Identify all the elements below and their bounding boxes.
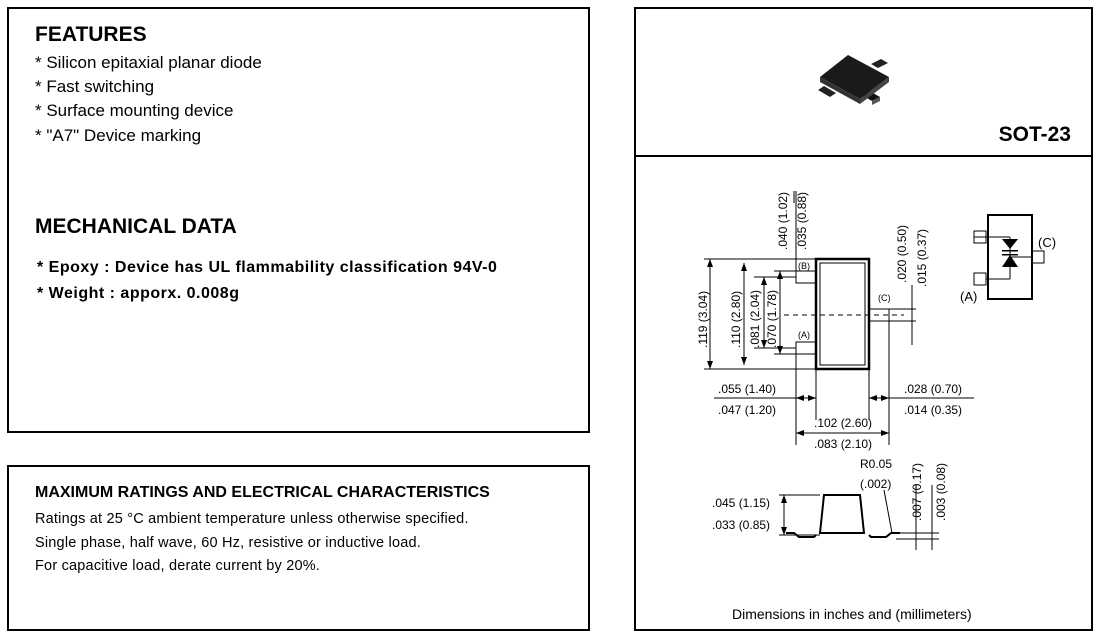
dim-015: .015 (0.37) bbox=[915, 228, 929, 287]
feature-item-3: * Surface mounting device bbox=[35, 101, 234, 120]
dimension-panel bbox=[634, 155, 1093, 631]
dim-055: .055 (1.40) bbox=[718, 382, 777, 396]
dim-020: .020 (0.50) bbox=[895, 224, 909, 283]
dimension-caption: Dimensions in inches and (millimeters) bbox=[732, 606, 972, 622]
ratings-line-3: For capacitive load, derate current by 20%. bbox=[35, 558, 321, 574]
dimension-drawing bbox=[634, 155, 1093, 631]
dim-r005: R0.05 bbox=[860, 457, 893, 471]
dim-035: .035 (0.88) bbox=[795, 191, 809, 250]
ratings-line-2: Single phase, half wave, 60 Hz, resistive or inductive load. bbox=[35, 535, 421, 551]
dim-028: .028 (0.70) bbox=[904, 382, 963, 396]
mechanical-item-2: * Weight : apporx. 0.008g bbox=[37, 285, 240, 302]
ratings-panel bbox=[7, 465, 590, 631]
ratings-heading: MAXIMUM RATINGS AND ELECTRICAL CHARACTERISTICS bbox=[35, 484, 490, 501]
dim-045: .045 (1.15) bbox=[712, 496, 771, 510]
pin-b-label: (B) bbox=[798, 261, 810, 271]
features-panel bbox=[7, 7, 590, 433]
dim-007: .007 (0.17) bbox=[910, 462, 924, 521]
dim-047: .047 (1.20) bbox=[718, 403, 777, 417]
mechanical-heading: MECHANICAL DATA bbox=[35, 215, 237, 238]
dim-002: (.002) bbox=[860, 477, 892, 491]
dim-040: .040 (1.02) bbox=[776, 191, 790, 250]
dim-033: .033 (0.85) bbox=[712, 518, 771, 532]
pin-a-label: (A) bbox=[798, 330, 810, 340]
dim-003: .003 (0.08) bbox=[934, 462, 948, 521]
ratings-line-1: Ratings at 25 °C ambient temperature unless otherwise specified. bbox=[35, 511, 469, 527]
pin-c-label: (C) bbox=[878, 293, 891, 303]
dim-014: .014 (0.35) bbox=[904, 403, 963, 417]
schematic-c-label: (C) bbox=[1038, 235, 1057, 250]
features-heading: FEATURES bbox=[35, 23, 147, 46]
dim-102: .102 (2.60) bbox=[814, 416, 873, 430]
feature-item-1: * Silicon epitaxial planar diode bbox=[35, 53, 262, 72]
dim-110: .110 (2.80) bbox=[729, 290, 743, 348]
schematic-a-label: (A) bbox=[960, 289, 978, 304]
mechanical-item-1: * Epoxy : Device has UL flammability classification 94V-0 bbox=[37, 259, 498, 276]
dim-070: .070 (1.78) bbox=[765, 289, 779, 348]
package-panel bbox=[634, 7, 1093, 157]
feature-item-4: * "A7" Device marking bbox=[35, 126, 202, 145]
dim-081: .081 (2.04) bbox=[748, 289, 762, 348]
package-name: SOT-23 bbox=[998, 123, 1071, 146]
feature-item-2: * Fast switching bbox=[35, 77, 155, 96]
dim-119: .119 (3.04) bbox=[696, 290, 710, 348]
dim-083: .083 (2.10) bbox=[814, 437, 873, 451]
